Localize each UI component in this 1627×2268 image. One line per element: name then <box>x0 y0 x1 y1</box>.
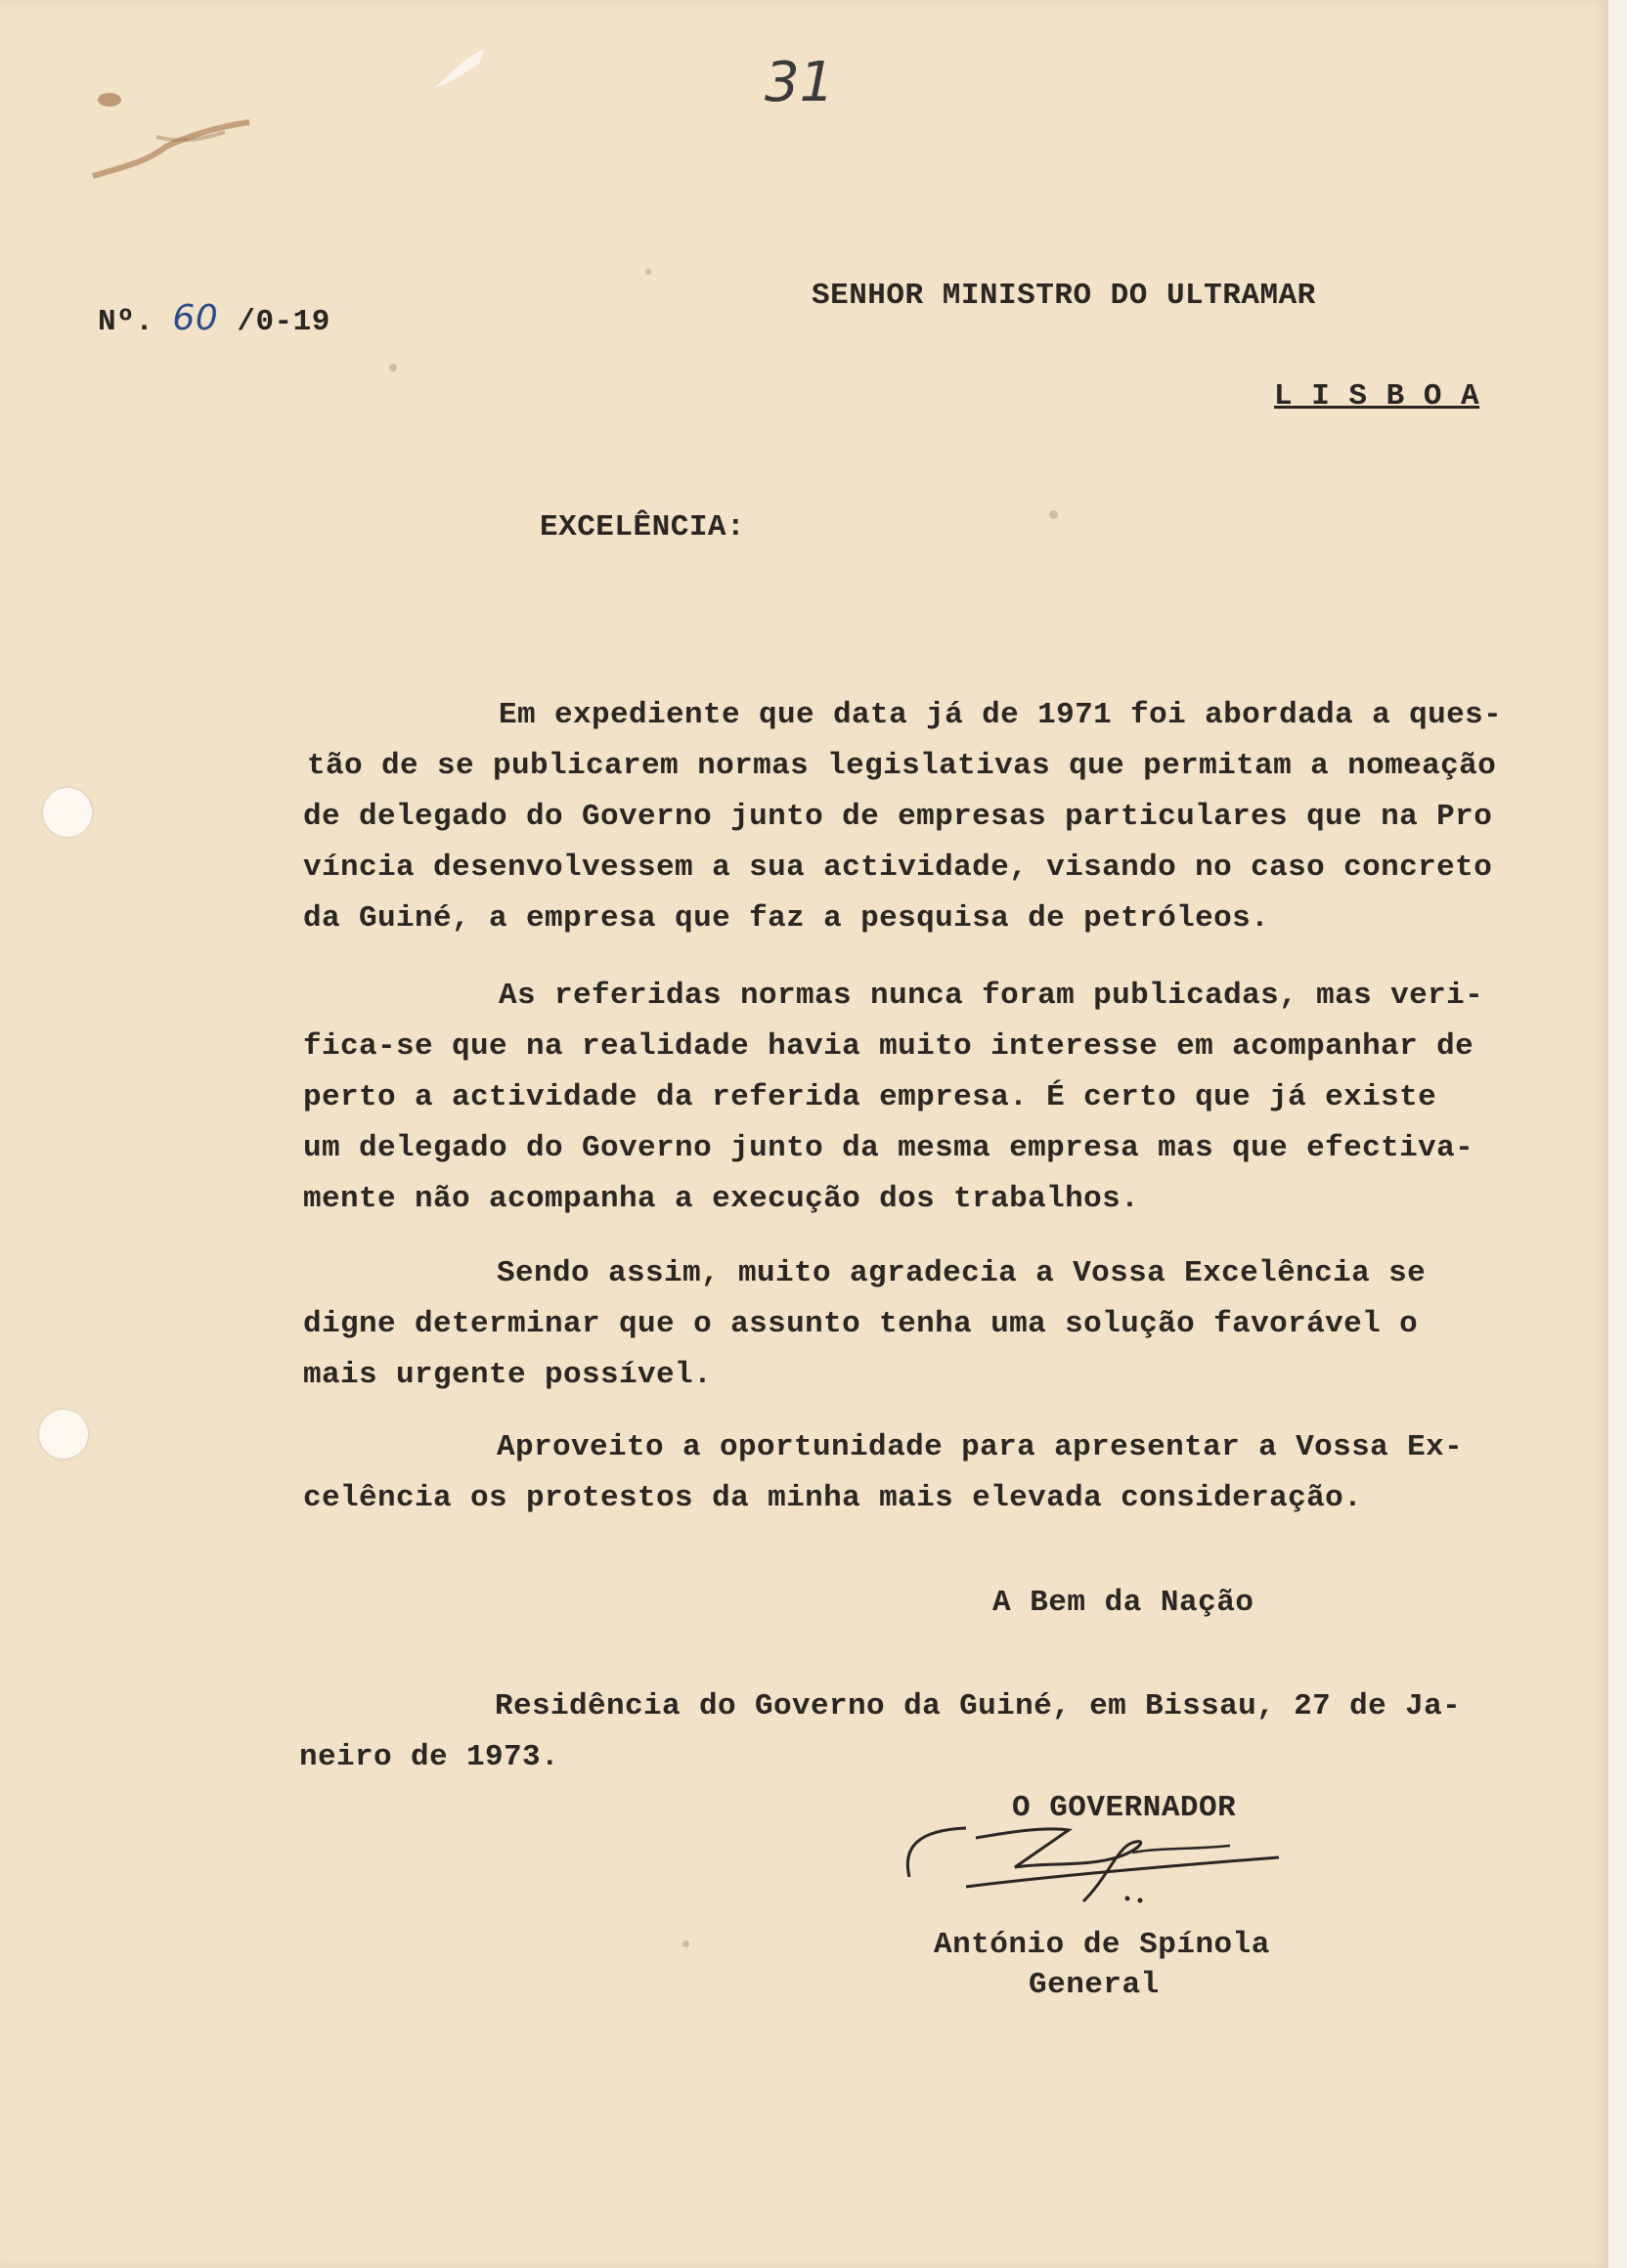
paragraph-line: digne determinar que o assunto tenha uma solução favorável o <box>303 1307 1419 1341</box>
paper-tear-mark <box>430 44 489 93</box>
paragraph-line: As referidas normas nunca foram publicadas, mas veri- <box>499 979 1484 1013</box>
punch-hole <box>43 788 92 837</box>
paragraph-line: Aproveito a oportunidade para apresentar a Vossa Ex- <box>497 1430 1464 1464</box>
signatory-name: António de Spínola <box>934 1928 1270 1962</box>
paragraph-line: víncia desenvolvessem a sua actividade, visando no caso concreto <box>303 850 1493 885</box>
body-paragraph <box>303 971 1545 1225</box>
body-paragraph <box>303 1422 1545 1524</box>
addressee-city: L I S B O A <box>1274 379 1480 414</box>
signature-title: O GOVERNADOR <box>1012 1791 1237 1825</box>
body-paragraph <box>303 690 1545 944</box>
stain-mark <box>88 108 264 186</box>
paragraph-line: mais urgente possível. <box>303 1358 713 1392</box>
stain-mark <box>682 1941 689 1947</box>
salutation: EXCELÊNCIA: <box>540 510 746 545</box>
stain-mark <box>98 93 121 107</box>
paragraph-line: celência os protestos da minha mais elevada consideração. <box>303 1481 1363 1515</box>
paragraph-line: um delegado do Governo junto da mesma empresa mas que efectiva- <box>303 1131 1474 1165</box>
paper-edge <box>1608 0 1627 2268</box>
stain-mark <box>389 364 397 371</box>
paragraph-line: mente não acompanha a execução dos trabalhos. <box>303 1182 1140 1216</box>
paragraph-line: tão de se publicarem normas legislativas que permitam a nomeação <box>307 749 1497 783</box>
paragraph-line: perto a actividade da referida empresa. É certo que já existe <box>303 1080 1437 1114</box>
signatory-rank: General <box>1029 1968 1160 2002</box>
reference-number <box>98 298 330 339</box>
body-paragraph <box>303 1248 1545 1401</box>
paragraph-line: da Guiné, a empresa que faz a pesquisa de petróleos. <box>303 901 1270 936</box>
paragraph-line: de delegado do Governo junto de empresas particulares que na Pro <box>303 800 1493 834</box>
closing: A Bem da Nação <box>992 1586 1254 1620</box>
paragraph-line: Sendo assim, muito agradecia a Vossa Excelência se <box>497 1256 1427 1290</box>
page-number: 31 <box>765 51 835 114</box>
reference-handwritten-number: 60 <box>172 298 219 338</box>
reference-suffix: /0-19 <box>237 305 330 339</box>
punch-hole <box>39 1410 88 1459</box>
paragraph-line: Em expediente que data já de 1971 foi abordada a ques- <box>499 698 1503 732</box>
place-date-line: neiro de 1973. <box>299 1740 560 1774</box>
paragraph-line: fica-se que na realidade havia muito interesse em acompanhar de <box>303 1029 1474 1064</box>
stain-mark <box>1049 510 1058 519</box>
stain-mark <box>645 269 651 275</box>
handwritten-signature <box>898 1809 1289 1916</box>
place-date-line: Residência do Governo da Guiné, em Bissau, 27 de Ja- <box>495 1689 1462 1723</box>
addressee-line: SENHOR MINISTRO DO ULTRAMAR <box>812 279 1316 313</box>
reference-prefix: Nº. <box>98 305 154 339</box>
